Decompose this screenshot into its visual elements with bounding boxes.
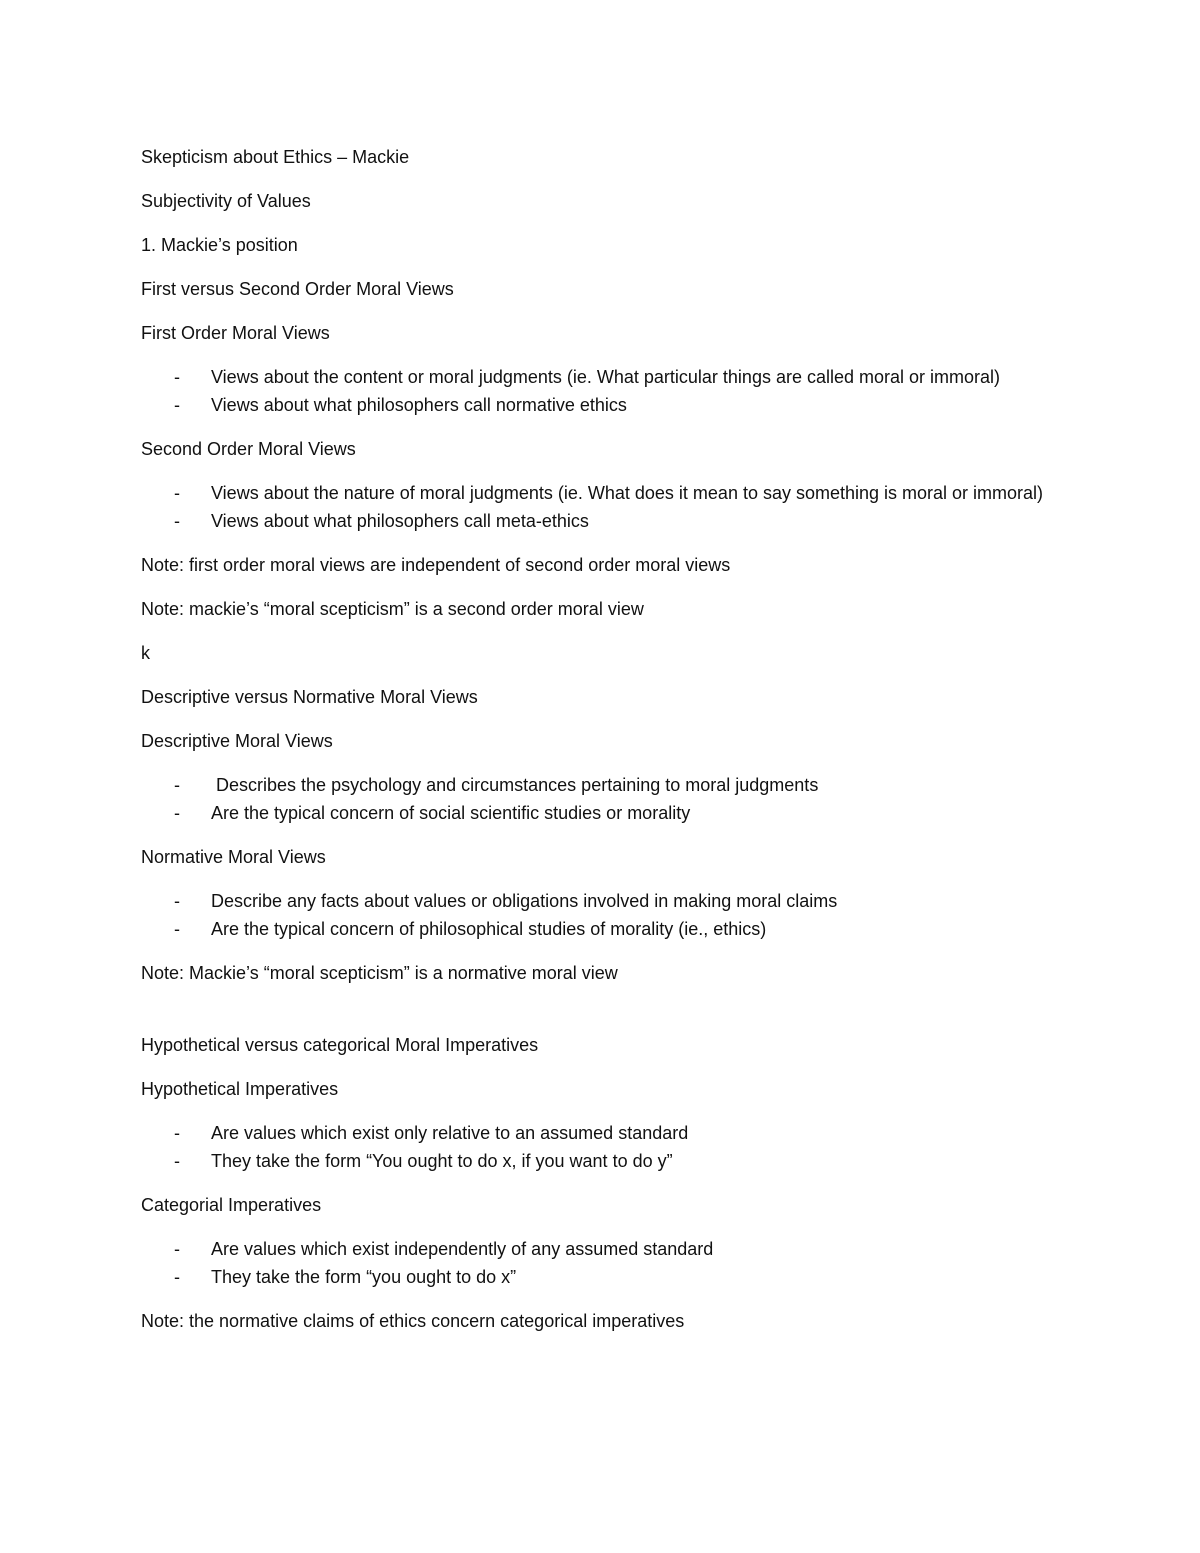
paragraph-categorial-imperatives: Categorial Imperatives <box>141 1195 322 1215</box>
paragraph-1-mackie-s-position: 1. Mackie’s position <box>141 235 298 255</box>
bullet-dash-icon: - <box>174 803 180 823</box>
list-item-text: Views about what philosophers call normative ethics <box>211 395 627 415</box>
paragraph-hypothetical-versus-categorical-moral-im: Hypothetical versus categorical Moral Imperatives <box>141 1035 539 1055</box>
paragraph-note-mackie-s-moral-scepticism-is-a-seco: Note: mackie’s “moral scepticism” is a second order moral view <box>141 599 644 619</box>
bullet-dash-icon: - <box>174 367 180 387</box>
list-item-text: Views about the nature of moral judgments (ie. What does it mean to say something is moral or immoral) <box>211 483 1044 503</box>
document-page <box>141 143 1081 1351</box>
list-item-text: Describes the psychology and circumstances pertaining to moral judgments <box>211 775 819 795</box>
list-item <box>141 391 1081 419</box>
bullet-list <box>141 1119 1081 1175</box>
list-item <box>141 915 1081 943</box>
bullet-list <box>141 887 1081 943</box>
paragraph-descriptive-versus-normative-moral-views: Descriptive versus Normative Moral Views <box>141 687 478 707</box>
bullet-dash-icon: - <box>174 483 180 503</box>
list-item-text: Are values which exist only relative to an assumed standard <box>211 1123 689 1143</box>
paragraph-note-first-order-moral-views-are-indepen: Note: first order moral views are independent of second order moral views <box>141 555 731 575</box>
list-item <box>141 507 1081 535</box>
list-item-text: Are values which exist independently of any assumed standard <box>211 1239 714 1259</box>
list-item-text: Views about the content or moral judgments (ie. What particular things are called moral or immoral) <box>211 367 1001 387</box>
paragraph-first-versus-second-order-moral-views: First versus Second Order Moral Views <box>141 279 454 299</box>
list-item <box>141 1147 1081 1175</box>
list-item <box>141 771 1081 799</box>
bullet-dash-icon: - <box>174 919 180 939</box>
list-item <box>141 799 1081 827</box>
list-item-text: Describe any facts about values or obligations involved in making moral claims <box>211 891 838 911</box>
paragraph-note-mackie-s-moral-scepticism-is-a-norm: Note: Mackie’s “moral scepticism” is a normative moral view <box>141 963 618 983</box>
bullet-list <box>141 1235 1081 1291</box>
bullet-dash-icon: - <box>174 891 180 911</box>
bullet-dash-icon: - <box>174 395 180 415</box>
paragraph-first-order-moral-views: First Order Moral Views <box>141 323 330 343</box>
list-item <box>141 363 1081 391</box>
paragraph-second-order-moral-views: Second Order Moral Views <box>141 439 356 459</box>
bullet-dash-icon: - <box>174 1123 180 1143</box>
bullet-dash-icon: - <box>174 1239 180 1259</box>
paragraph-skepticism-about-ethics-mackie: Skepticism about Ethics – Mackie <box>141 147 410 167</box>
paragraph-k: k <box>141 643 150 663</box>
paragraph-hypothetical-imperatives: Hypothetical Imperatives <box>141 1079 339 1099</box>
bullet-list <box>141 479 1081 535</box>
bullet-dash-icon: - <box>174 511 180 531</box>
list-item <box>141 479 1081 507</box>
bullet-list <box>141 771 1081 827</box>
bullet-list <box>141 363 1081 419</box>
blank-line <box>141 1003 1081 1031</box>
paragraph-descriptive-moral-views: Descriptive Moral Views <box>141 731 333 751</box>
list-item <box>141 1119 1081 1147</box>
list-item <box>141 887 1081 915</box>
paragraph-subjectivity-of-values: Subjectivity of Values <box>141 191 311 211</box>
paragraph-note-the-normative-claims-of-ethics-conc: Note: the normative claims of ethics concern categorical imperatives <box>141 1311 685 1331</box>
list-item <box>141 1235 1081 1263</box>
paragraph-normative-moral-views: Normative Moral Views <box>141 847 326 867</box>
list-item-text: Are the typical concern of social scientific studies or morality <box>211 803 691 823</box>
bullet-dash-icon: - <box>174 775 180 795</box>
list-item <box>141 1263 1081 1291</box>
bullet-dash-icon: - <box>174 1267 180 1287</box>
list-item-text: Views about what philosophers call meta-ethics <box>211 511 589 531</box>
list-item-text: They take the form “you ought to do x” <box>211 1267 517 1287</box>
list-item-text: They take the form “You ought to do x, if you want to do y” <box>211 1151 673 1171</box>
bullet-dash-icon: - <box>174 1151 180 1171</box>
list-item-text: Are the typical concern of philosophical studies of morality (ie., ethics) <box>211 919 767 939</box>
